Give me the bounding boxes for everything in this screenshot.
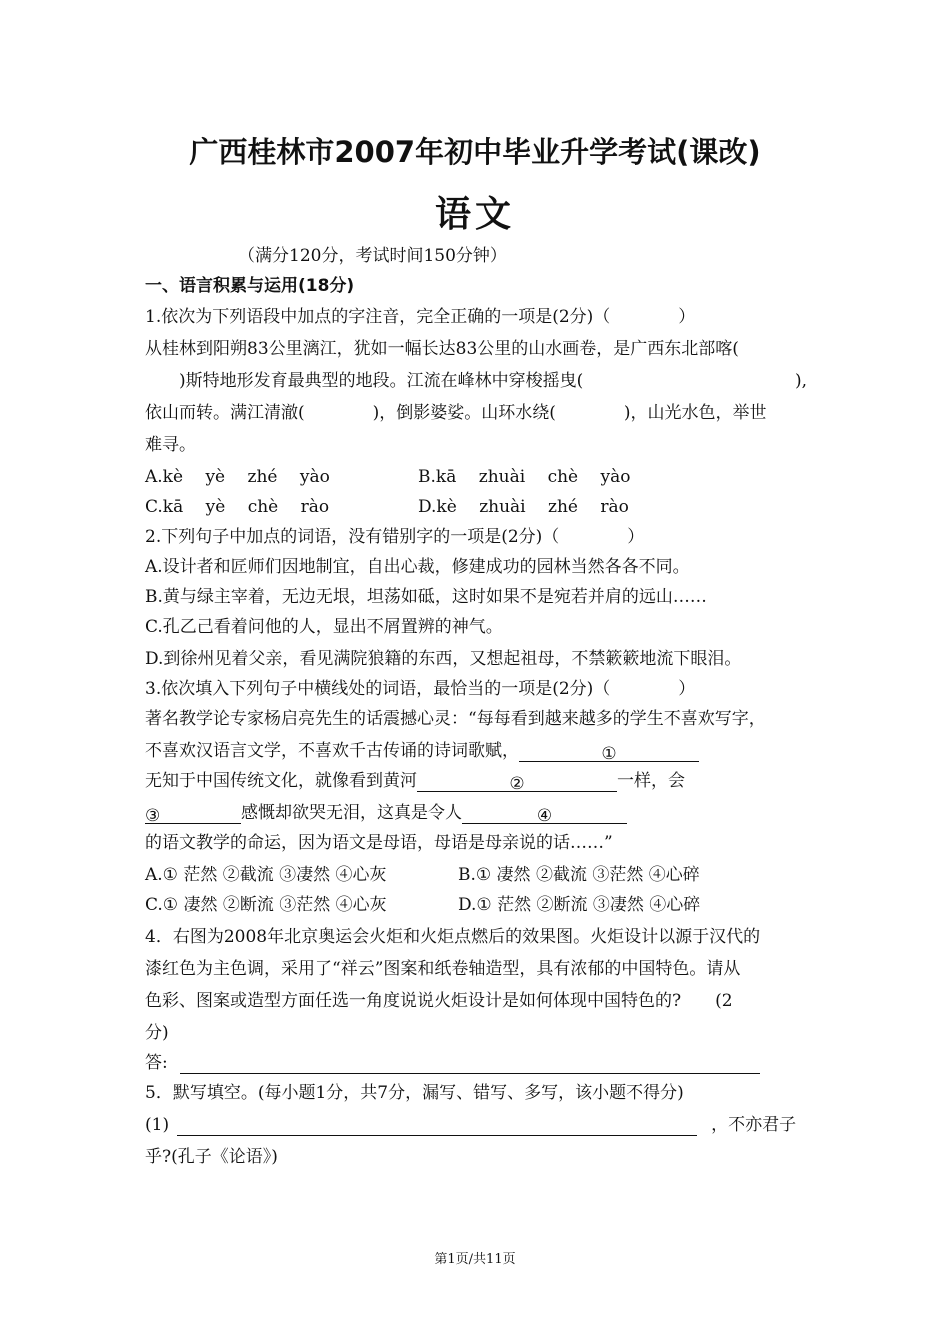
q5-item-tail: ，不亦君子 xyxy=(711,1115,797,1135)
q3-passage-text: 一样，会 xyxy=(617,771,685,791)
q4-answer-line xyxy=(145,1052,760,1074)
blank-4: ④ xyxy=(462,805,627,824)
q3-passage-line xyxy=(145,770,685,792)
q1-passage-line: )斯特地形发育最典型的地段。江流在峰林中穿梭摇曳( xyxy=(145,371,584,391)
q2-stem: 2.下列句子中加点的词语，没有错别字的一项是(2分)（ ） xyxy=(145,527,645,547)
q4-stem-line: 分) xyxy=(145,1023,169,1043)
q1-passage-line: 难寻。 xyxy=(145,435,196,455)
section-heading: 一、语言积累与运用(18分) xyxy=(145,276,355,296)
subject-title: 语文 xyxy=(434,194,515,235)
q1-option-c: C.kā yè chè rào xyxy=(145,497,330,517)
q3-passage-line xyxy=(145,740,699,762)
q1-option-a: A.kè yè zhé yào xyxy=(145,467,330,487)
q3-passage-text: 感慨却欲哭无泪，这真是令人 xyxy=(241,803,462,823)
q3-option-b: B.① 凄然 ②截流 ③茫然 ④心碎 xyxy=(458,865,700,885)
q5-item-label: (1) xyxy=(145,1115,170,1135)
q3-passage-line: 的语文教学的命运，因为语文是母语，母语是母亲说的话……” xyxy=(145,833,613,853)
q1-stem: 1.依次为下列语段中加点的字注音，完全正确的一项是(2分)（ ） xyxy=(145,307,696,327)
exam-title: 广西桂林市2007年初中毕业升学考试(课改) xyxy=(189,135,761,169)
q3-passage-text: 无知于中国传统文化，就像看到黄河 xyxy=(145,771,417,791)
blank-1: ① xyxy=(519,743,699,762)
page-footer: 第1页/共11页 xyxy=(434,1252,516,1267)
blank-3: ③ xyxy=(145,805,241,824)
q2-option-b: B.黄与绿主宰着，无边无垠，坦荡如砥，这时如果不是宛若并肩的远山…… xyxy=(145,587,707,607)
q3-passage-line: 著名教学论专家杨启亮先生的话震撼心灵：“每每看到越来越多的学生不喜欢写字， xyxy=(145,709,766,729)
blank-2: ② xyxy=(417,773,617,792)
q2-option-c: C.孔乙己看着问他的人，显出不屑置辨的神气。 xyxy=(145,617,503,637)
q2-option-d: D.到徐州见着父亲，看见满院狼籍的东西，又想起祖母，不禁簌簌地流下眼泪。 xyxy=(145,649,742,669)
q5-item-1-blank[interactable] xyxy=(177,1117,697,1136)
q5-item-1 xyxy=(145,1114,796,1136)
q3-option-a: A.① 茫然 ②截流 ③凄然 ④心灰 xyxy=(145,865,387,885)
q1-passage-line: 依山而转。满江清澈( )，倒影婆娑。山环水绕( )，山光水色，举世 xyxy=(145,403,767,423)
q3-option-c: C.① 凄然 ②断流 ③茫然 ④心灰 xyxy=(145,895,387,915)
q4-stem-line: 色彩、图案或造型方面任选一角度说说火炬设计是如何体现中国特色的? (2 xyxy=(145,991,733,1011)
q5-item-1-continuation: 乎?(孔子《论语》) xyxy=(145,1147,278,1167)
answer-blank[interactable] xyxy=(180,1055,760,1074)
answer-label: 答: xyxy=(145,1053,168,1073)
q1-passage-line: 从桂林到阳朔83公里漓江，犹如一幅长达83公里的山水画卷，是广西东北部喀( xyxy=(145,339,739,359)
q4-stem-line: 4．右图为2008年北京奥运会火炬和火炬点燃后的效果图。火炬设计以源于汉代的 xyxy=(145,927,761,947)
q3-option-d: D.① 茫然 ②断流 ③凄然 ④心碎 xyxy=(458,895,701,915)
q3-passage-text: 不喜欢汉语言文学，不喜欢千古传诵的诗词歌赋， xyxy=(145,741,519,761)
exam-info: （满分120分，考试时间150分钟） xyxy=(238,246,507,266)
q2-option-a: A.设计者和匠师们因地制宜，自出心裁，修建成功的园林当然各各不同。 xyxy=(145,557,690,577)
q3-stem: 3.依次填入下列句子中横线处的词语，最恰当的一项是(2分)（ ） xyxy=(145,679,696,699)
q1-option-b: B.kā zhuài chè yào xyxy=(418,467,631,487)
q1-passage-line: ), xyxy=(795,371,808,391)
q1-option-d: D.kè zhuài zhé rào xyxy=(418,497,629,517)
q4-stem-line: 漆红色为主色调，采用了“祥云”图案和纸卷轴造型，具有浓郁的中国特色。请从 xyxy=(145,959,741,979)
q3-passage-line xyxy=(145,802,627,824)
q5-stem: 5．默写填空。(每小题1分，共7分，漏写、错写、多写，该小题不得分) xyxy=(145,1083,684,1103)
